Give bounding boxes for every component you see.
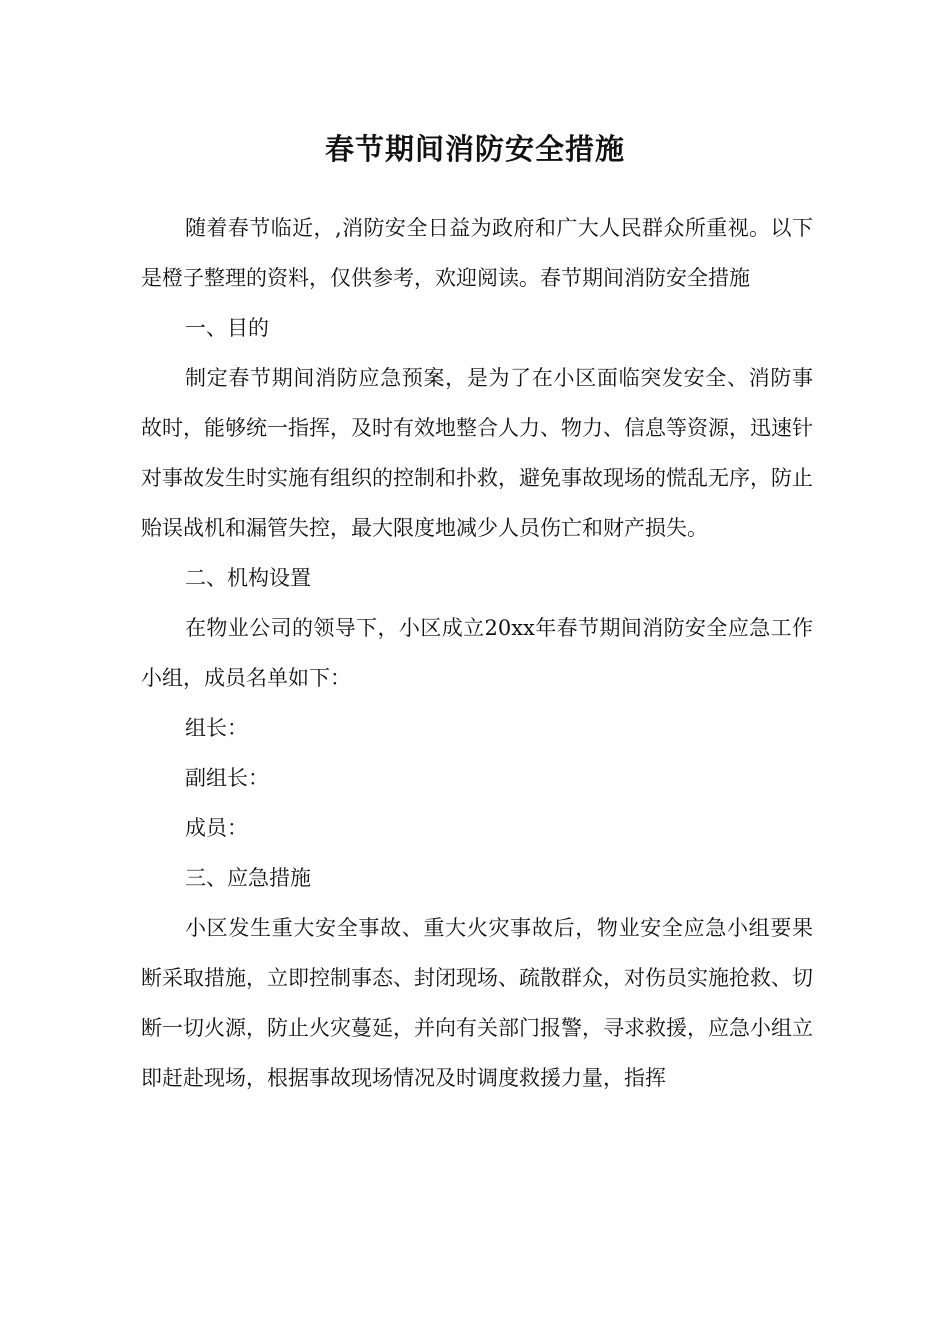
members-line: 成员：	[185, 816, 248, 840]
measures-paragraph: 小区发生重大安全事故、重大火灾事故后，物业安全应急小组要果断采取措施，立即控制事态、封闭现场、疏散群众，对伤员实施抢救、切断一切火源，防止火灾蔓延，并向有关部门报警，寻求救援，应急小组立即赶赴现场，根据事故现场情况及时调度救援力量，指挥	[141, 916, 813, 1090]
deputy-leader-line: 副组长：	[185, 766, 269, 790]
intro-paragraph: 随着春节临近，,消防安全日益为政府和广大人民群众所重视。以下是橙子整理的资料，仅供参考，欢迎阅读。春节期间消防安全措施	[141, 216, 813, 290]
section-heading-organization: 二、机构设置	[185, 566, 311, 590]
section-heading-measures: 三、应急措施	[185, 866, 311, 890]
document-title: 春节期间消防安全措施	[324, 132, 625, 166]
section-heading-purpose: 一、目的	[185, 316, 269, 340]
organization-paragraph: 在物业公司的领导下，小区成立20xx年春节期间消防安全应急工作小组，成员名单如下：	[141, 616, 813, 690]
team-leader-line: 组长：	[185, 716, 248, 740]
purpose-paragraph: 制定春节期间消防应急预案，是为了在小区面临突发安全、消防事故时，能够统一指挥，及时有效地整合人力、物力、信息等资源，迅速针对事故发生时实施有组织的控制和扑救，避免事故现场的慌乱无序，防止贻误战机和漏管失控，最大限度地减少人员伤亡和财产损失。	[141, 366, 813, 540]
document-body	[141, 203, 813, 1103]
